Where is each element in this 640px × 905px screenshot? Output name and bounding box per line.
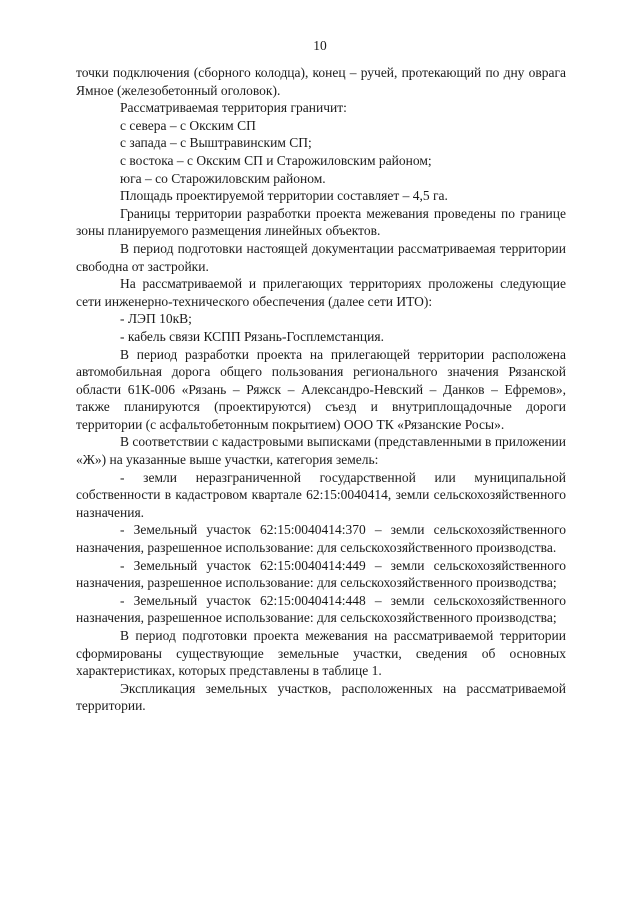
list-item-power-line: - ЛЭП 10кВ;	[120, 311, 192, 327]
paragraph-border-south: юга – со Старожиловским районом.	[120, 170, 326, 186]
paragraph-highway: В период разработки проекта на прилегающей территории расположена автомобильная дорога общего пользования регионального значения Рязанской области 61К-006 «Рязань – Ряжск – Александро-Невский – Данков – Ефремов», также планируются (проектируются) съезд и внутриплощадочные дороги территории (с асфальтобетонным покрытием) ООО ТК «Рязанские Росы».	[76, 346, 566, 432]
paragraph-border-east: с востока – с Окским СП и Старожиловским районом;	[120, 152, 432, 168]
paragraph-utility-networks: На рассматриваемой и прилегающих территориях проложены следующие сети инженерно-технического обеспечения (далее сети ИТО):	[76, 276, 566, 309]
list-item-unallocated-land: - земли неразграниченной государственной или муниципальной собственности в кадастровом квартале 62:15:0040414, земли сельскохозяйственного назначения.	[76, 469, 566, 520]
list-item-plot-449: - Земельный участок 62:15:0040414:449 – земли сельскохозяйственного назначения, разрешенное использование: для сельскохозяйственного производства;	[76, 557, 566, 591]
paragraph-survey-boundaries: Границы территории разработки проекта межевания проведены по границе зоны планируемого размещения линейных объектов.	[76, 205, 566, 239]
paragraph-borders-intro: Рассматриваемая территория граничит:	[120, 100, 347, 116]
paragraph-existing-plots: В период подготовки проекта межевания на рассматриваемой территории сформированы существующие земельные участки, сведения об основных характеристиках, которых представлены в таблице 1.	[76, 628, 566, 679]
paragraph-border-west: с запада – с Выштравинским СП;	[120, 135, 312, 151]
list-item-comm-cable: - кабель связи КСПП Рязань-Госплемстанция.	[120, 328, 384, 344]
page-number: 10	[313, 38, 327, 53]
paragraph-connection-point: точки подключения (сборного колодца), конец – ручей, протекающий по дну оврага Ямное (железобетонный оголовок).	[76, 65, 566, 98]
paragraph-border-north: с севера – с Окским СП	[120, 117, 256, 133]
list-item-plot-448: - Земельный участок 62:15:0040414:448 – земли сельскохозяйственного назначения, разрешенное использование: для сельскохозяйственного производства;	[76, 592, 566, 626]
paragraph-explication: Экспликация земельных участков, расположенных на рассматриваемой территории.	[76, 680, 566, 714]
list-item-plot-370: - Земельный участок 62:15:0040414:370 – земли сельскохозяйственного назначения, разрешенное использование: для сельскохозяйственного производства.	[76, 522, 566, 556]
document-body	[76, 64, 566, 715]
paragraph-area: Площадь проектируемой территории составляет – 4,5 га.	[120, 188, 448, 204]
paragraph-cadastral-intro: В соответствии с кадастровыми выписками (представленными в приложении «Ж») на указанные выше участки, категория земель:	[76, 434, 566, 468]
paragraph-no-buildings: В период подготовки настоящей документации рассматриваемая территории свободна от застройки.	[76, 240, 566, 274]
